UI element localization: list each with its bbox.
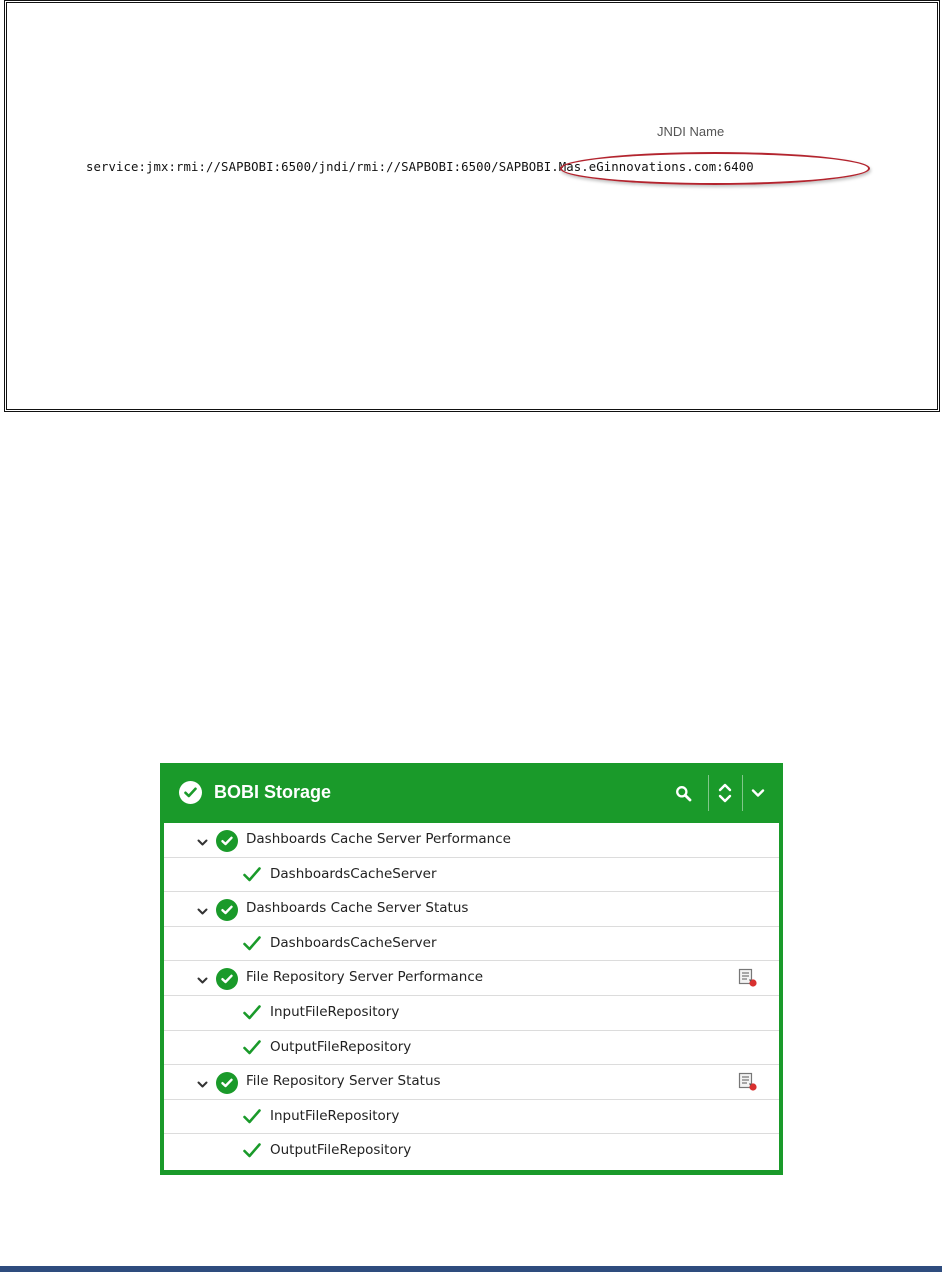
group-label: File Repository Server Performance	[246, 969, 484, 986]
child-label: DashboardsCacheServer	[270, 934, 437, 951]
check-icon	[243, 1040, 261, 1059]
tree-group-row[interactable]	[164, 1065, 779, 1100]
group-label: Dashboards Cache Server Performance	[246, 831, 511, 847]
check-circle-icon	[216, 830, 238, 852]
search-icon[interactable]	[670, 777, 696, 809]
check-icon	[243, 936, 261, 955]
child-label: InputFileRepository	[270, 1003, 400, 1020]
check-icon	[243, 1143, 261, 1162]
expand-collapse-icon[interactable]	[712, 777, 738, 809]
bobi-storage-widget	[160, 763, 783, 1175]
jndi-name-annotation: JNDI Name	[657, 124, 725, 139]
check-icon	[243, 1109, 261, 1128]
check-icon	[243, 867, 261, 886]
chevron-down-icon[interactable]	[197, 973, 208, 989]
jmx-url-figure	[4, 0, 940, 412]
chevron-down-icon[interactable]	[197, 904, 208, 920]
jmx-url-jndi-name: SAPBOBI.Mas.eGinnovations.com:6400	[498, 160, 754, 174]
chevron-down-icon[interactable]	[746, 777, 770, 809]
check-circle-icon	[216, 1072, 238, 1094]
report-icon[interactable]	[738, 1072, 758, 1096]
check-circle-icon	[179, 781, 202, 804]
check-circle-icon	[216, 968, 238, 990]
header-divider	[742, 775, 743, 811]
widget-title: BOBI Storage	[214, 782, 332, 802]
jmx-url-prefix: service:jmx:rmi://SAPBOBI:6500/jndi/rmi://SAPBOBI:6500/	[86, 160, 499, 174]
widget-header	[164, 763, 779, 823]
tree-child-row[interactable]	[164, 858, 779, 893]
chevron-down-icon[interactable]	[197, 1077, 208, 1093]
header-divider	[708, 775, 709, 811]
widget-tree	[164, 823, 779, 1170]
child-label: OutputFileRepository	[270, 1038, 412, 1055]
tree-group-row[interactable]	[164, 961, 779, 996]
tree-child-row[interactable]	[164, 1100, 779, 1135]
check-circle-icon	[216, 899, 238, 921]
tree-group-row[interactable]	[164, 892, 779, 927]
report-icon[interactable]	[738, 968, 758, 992]
chevron-down-icon[interactable]	[197, 835, 208, 851]
page-footer-rule	[0, 1266, 942, 1272]
child-label: OutputFileRepository	[270, 1142, 412, 1159]
tree-child-row[interactable]	[164, 1031, 779, 1066]
tree-group-row[interactable]	[164, 823, 779, 858]
tree-child-row[interactable]	[164, 996, 779, 1031]
tree-child-row[interactable]	[164, 927, 779, 962]
check-icon	[243, 1005, 261, 1024]
tree-child-row[interactable]	[164, 1134, 779, 1169]
jndi-name-highlight-ellipse	[560, 152, 870, 185]
group-label: Dashboards Cache Server Status	[246, 900, 469, 917]
child-label: DashboardsCacheServer	[270, 865, 437, 882]
group-label: File Repository Server Status	[246, 1073, 441, 1090]
child-label: InputFileRepository	[270, 1107, 400, 1124]
